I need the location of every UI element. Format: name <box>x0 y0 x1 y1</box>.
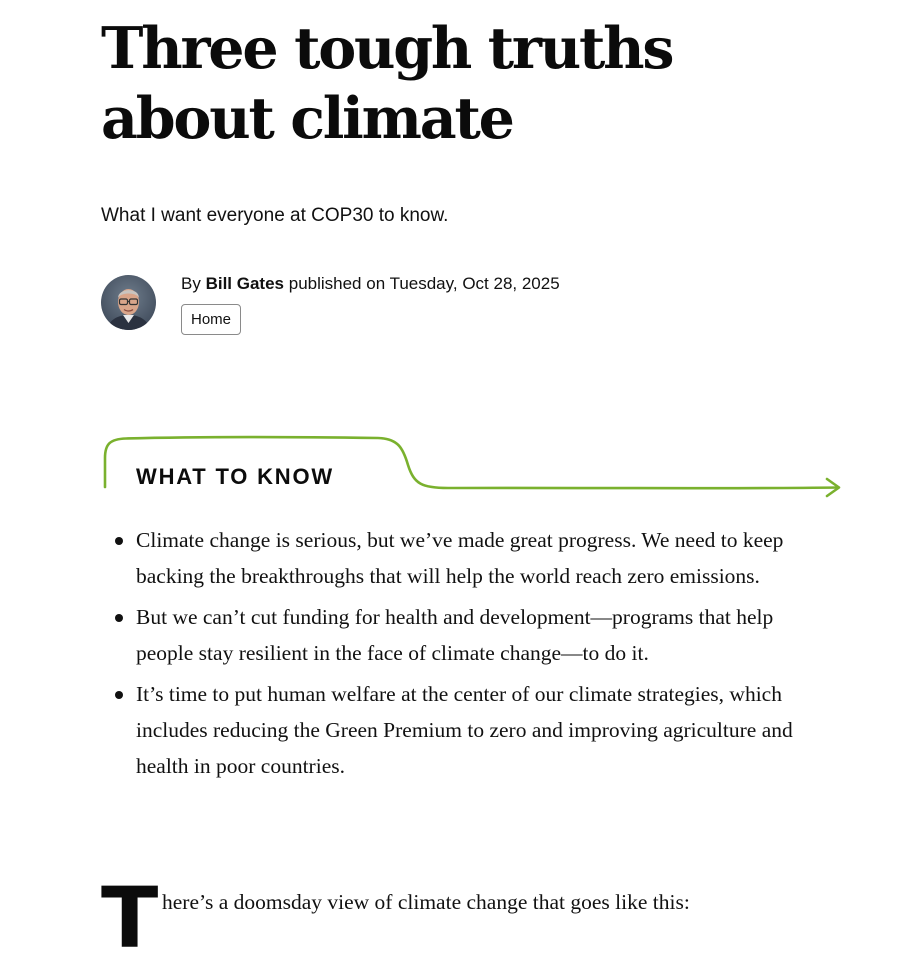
author-avatar[interactable] <box>101 275 156 330</box>
what-to-know-list <box>101 522 801 789</box>
what-to-know-heading: WHAT TO KNOW <box>136 464 334 489</box>
drop-cap: T <box>101 869 159 967</box>
author-photo <box>101 275 156 330</box>
published-date: published on Tuesday, Oct 28, 2025 <box>288 274 560 293</box>
list-item-text: But we can’t cut funding for health and development—programs that help people stay resilient in the face of climate change—to do it. <box>136 605 774 665</box>
bullet-icon <box>115 614 123 622</box>
body-first-line: here’s a doomsday view of climate change that goes like this: <box>162 890 690 914</box>
article-title-line-1: Three tough truths <box>101 15 673 82</box>
byline-prefix: By <box>181 274 201 293</box>
bullet-icon <box>115 691 123 699</box>
article-title <box>101 14 801 154</box>
list-item <box>101 599 801 671</box>
byline <box>181 272 560 296</box>
bullet-icon <box>115 537 123 545</box>
article-title-line-2: about climate <box>101 85 513 152</box>
list-item-text: Climate change is serious, but we’ve made great progress. We need to keep backing the breakthroughs that will help the world reach zero emissions. <box>136 528 784 588</box>
list-item-text: It’s time to put human welfare at the center of our climate strategies, which includes reducing the Green Premium to zero and improving agriculture and health in poor countries. <box>136 682 793 778</box>
author-name[interactable]: Bill Gates <box>205 274 284 293</box>
home-tag[interactable]: Home <box>181 304 241 335</box>
article-subtitle: What I want everyone at COP30 to know. <box>101 205 449 226</box>
list-item <box>101 676 801 784</box>
list-item <box>101 522 801 594</box>
